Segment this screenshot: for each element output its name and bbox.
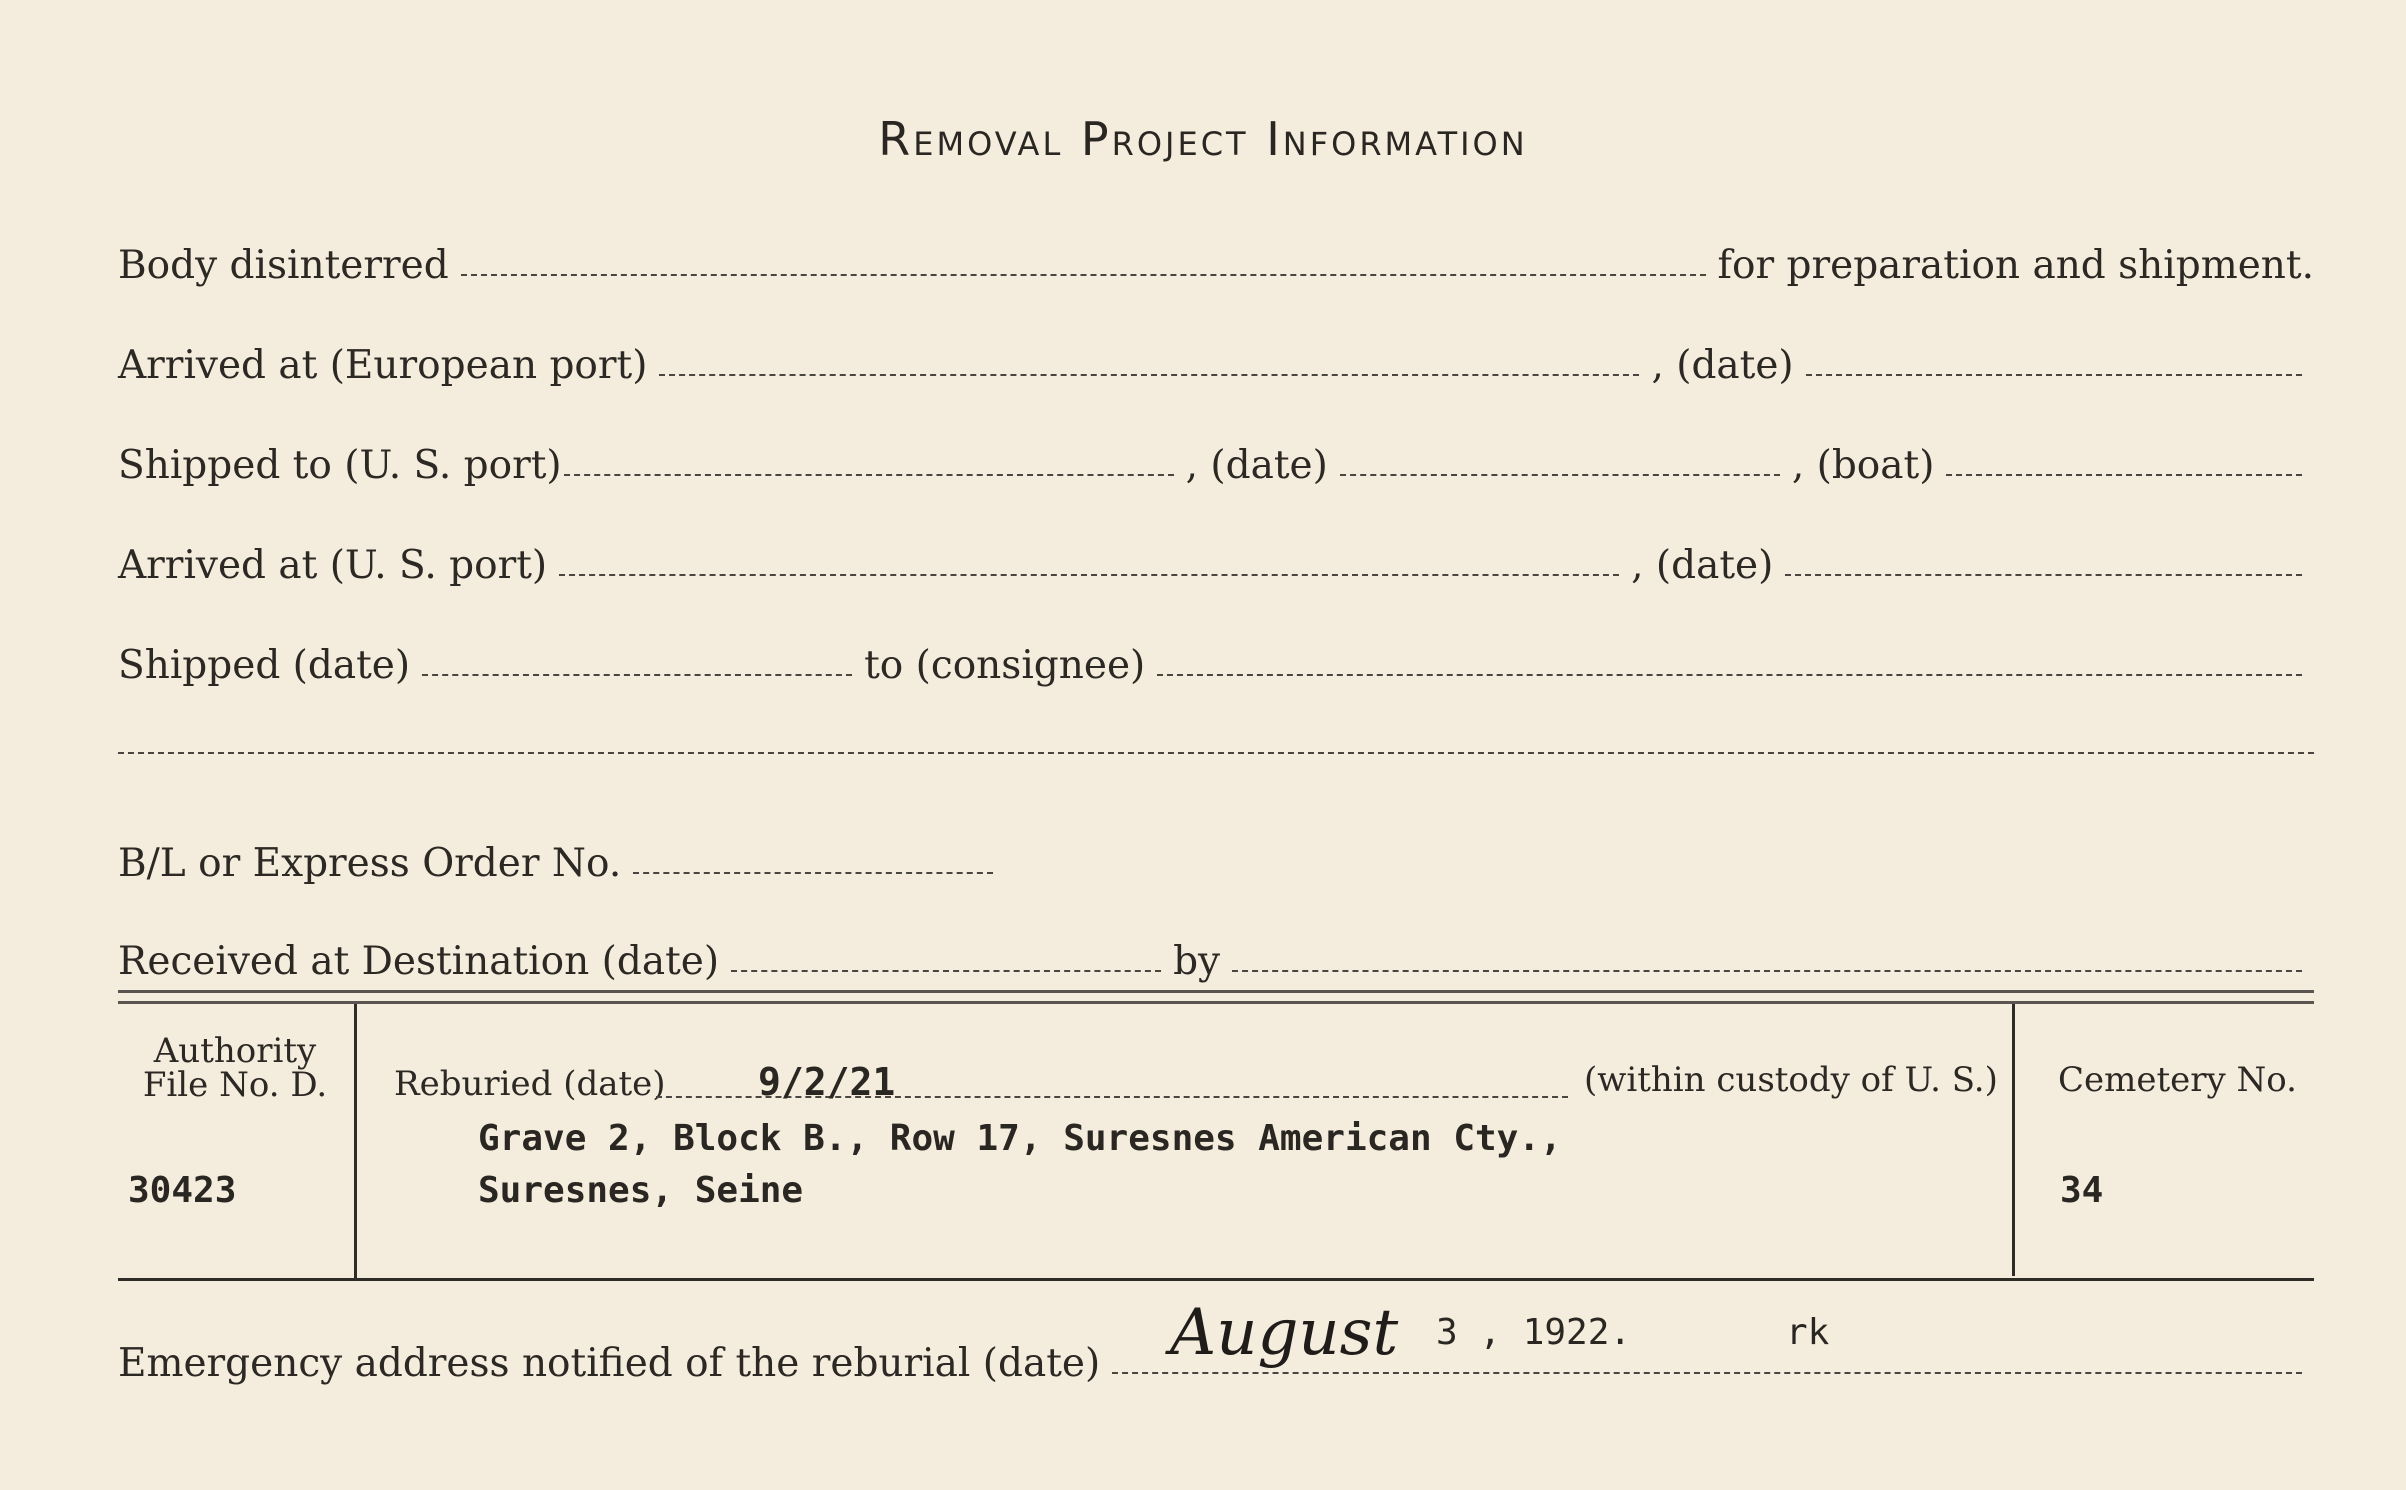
label-date-2: , (date) <box>1185 443 1328 488</box>
typed-initials: rk <box>1786 1312 1830 1353</box>
blank-us-port[interactable] <box>564 474 1174 476</box>
reburied-date-label: Reburied (date) <box>394 1064 666 1104</box>
grave-location-line-1: Grave 2, Block B., Row 17, Suresnes American Cty., <box>478 1118 1562 1159</box>
row-body-disinterred <box>118 232 2314 288</box>
row-consignee-continuation <box>118 710 2314 766</box>
label-to-consignee: to (consignee) <box>864 643 1146 688</box>
row-shipped-date <box>118 632 2314 688</box>
blank-shipped-date[interactable] <box>422 674 852 676</box>
blank-date-3[interactable] <box>1785 574 2302 576</box>
reburied-date-value: 9/2/21 <box>758 1060 896 1104</box>
table-bottom-rule <box>118 1278 2314 1281</box>
label-by: by <box>1173 939 1221 984</box>
row-shipped-to-us <box>118 432 2314 488</box>
typed-day-year: 3 , 1922. <box>1436 1312 1632 1353</box>
blank-consignee-continued[interactable] <box>118 752 2314 754</box>
blank-date-1[interactable] <box>1806 374 2302 376</box>
authority-file-label: Authority File No. D. <box>142 1031 328 1105</box>
authority-file-number: 30423 <box>128 1170 237 1211</box>
cemetery-number-value: 34 <box>2060 1170 2104 1211</box>
row-arrived-us <box>118 532 2314 588</box>
label-boat: , (boat) <box>1791 443 1935 488</box>
label-arrived-us: Arrived at (U. S. port) <box>118 543 548 588</box>
custody-label: (within custody of U. S.) <box>1584 1060 1998 1100</box>
label-received-destination: Received at Destination (date) <box>118 939 720 984</box>
table-divider-left <box>354 1004 357 1280</box>
row-bl-order <box>118 830 2314 886</box>
label-date-1: , (date) <box>1651 343 1794 388</box>
blank-boat[interactable] <box>1946 474 2302 476</box>
label-for-preparation: for preparation and shipment. <box>1717 243 2314 288</box>
label-shipped-date: Shipped (date) <box>118 643 411 688</box>
blank-date-2[interactable] <box>1340 474 1780 476</box>
blank-bl-order[interactable] <box>633 872 993 874</box>
grave-location-line-2: Suresnes, Seine <box>478 1170 804 1211</box>
blank-arrived-us-port[interactable] <box>559 574 1619 576</box>
label-body-disinterred: Body disinterred <box>118 243 449 288</box>
blank-received-date[interactable] <box>731 970 1161 972</box>
blank-body-disinterred[interactable] <box>461 274 1706 276</box>
blank-european-port[interactable] <box>659 374 1639 376</box>
label-arrived-european: Arrived at (European port) <box>118 343 648 388</box>
row-received-destination <box>118 928 2314 984</box>
blank-emergency-date[interactable] <box>1112 1372 2302 1374</box>
row-arrived-european <box>118 332 2314 388</box>
label-date-3: , (date) <box>1631 543 1774 588</box>
cemetery-number-label: Cemetery No. <box>2058 1060 2297 1100</box>
table-top-rule <box>118 990 2314 1004</box>
handwritten-month: August <box>1170 1296 1399 1370</box>
blank-consignee[interactable] <box>1157 674 2302 676</box>
table-divider-right <box>2012 1004 2015 1276</box>
label-shipped-to-us: Shipped to (U. S. port) <box>118 443 562 488</box>
blank-received-by[interactable] <box>1232 970 2302 972</box>
label-bl-order: B/L or Express Order No. <box>118 841 622 886</box>
form-title: Removal Project Information <box>878 112 1528 166</box>
label-emergency-address: Emergency address notified of the reburial (date) <box>118 1341 1101 1386</box>
